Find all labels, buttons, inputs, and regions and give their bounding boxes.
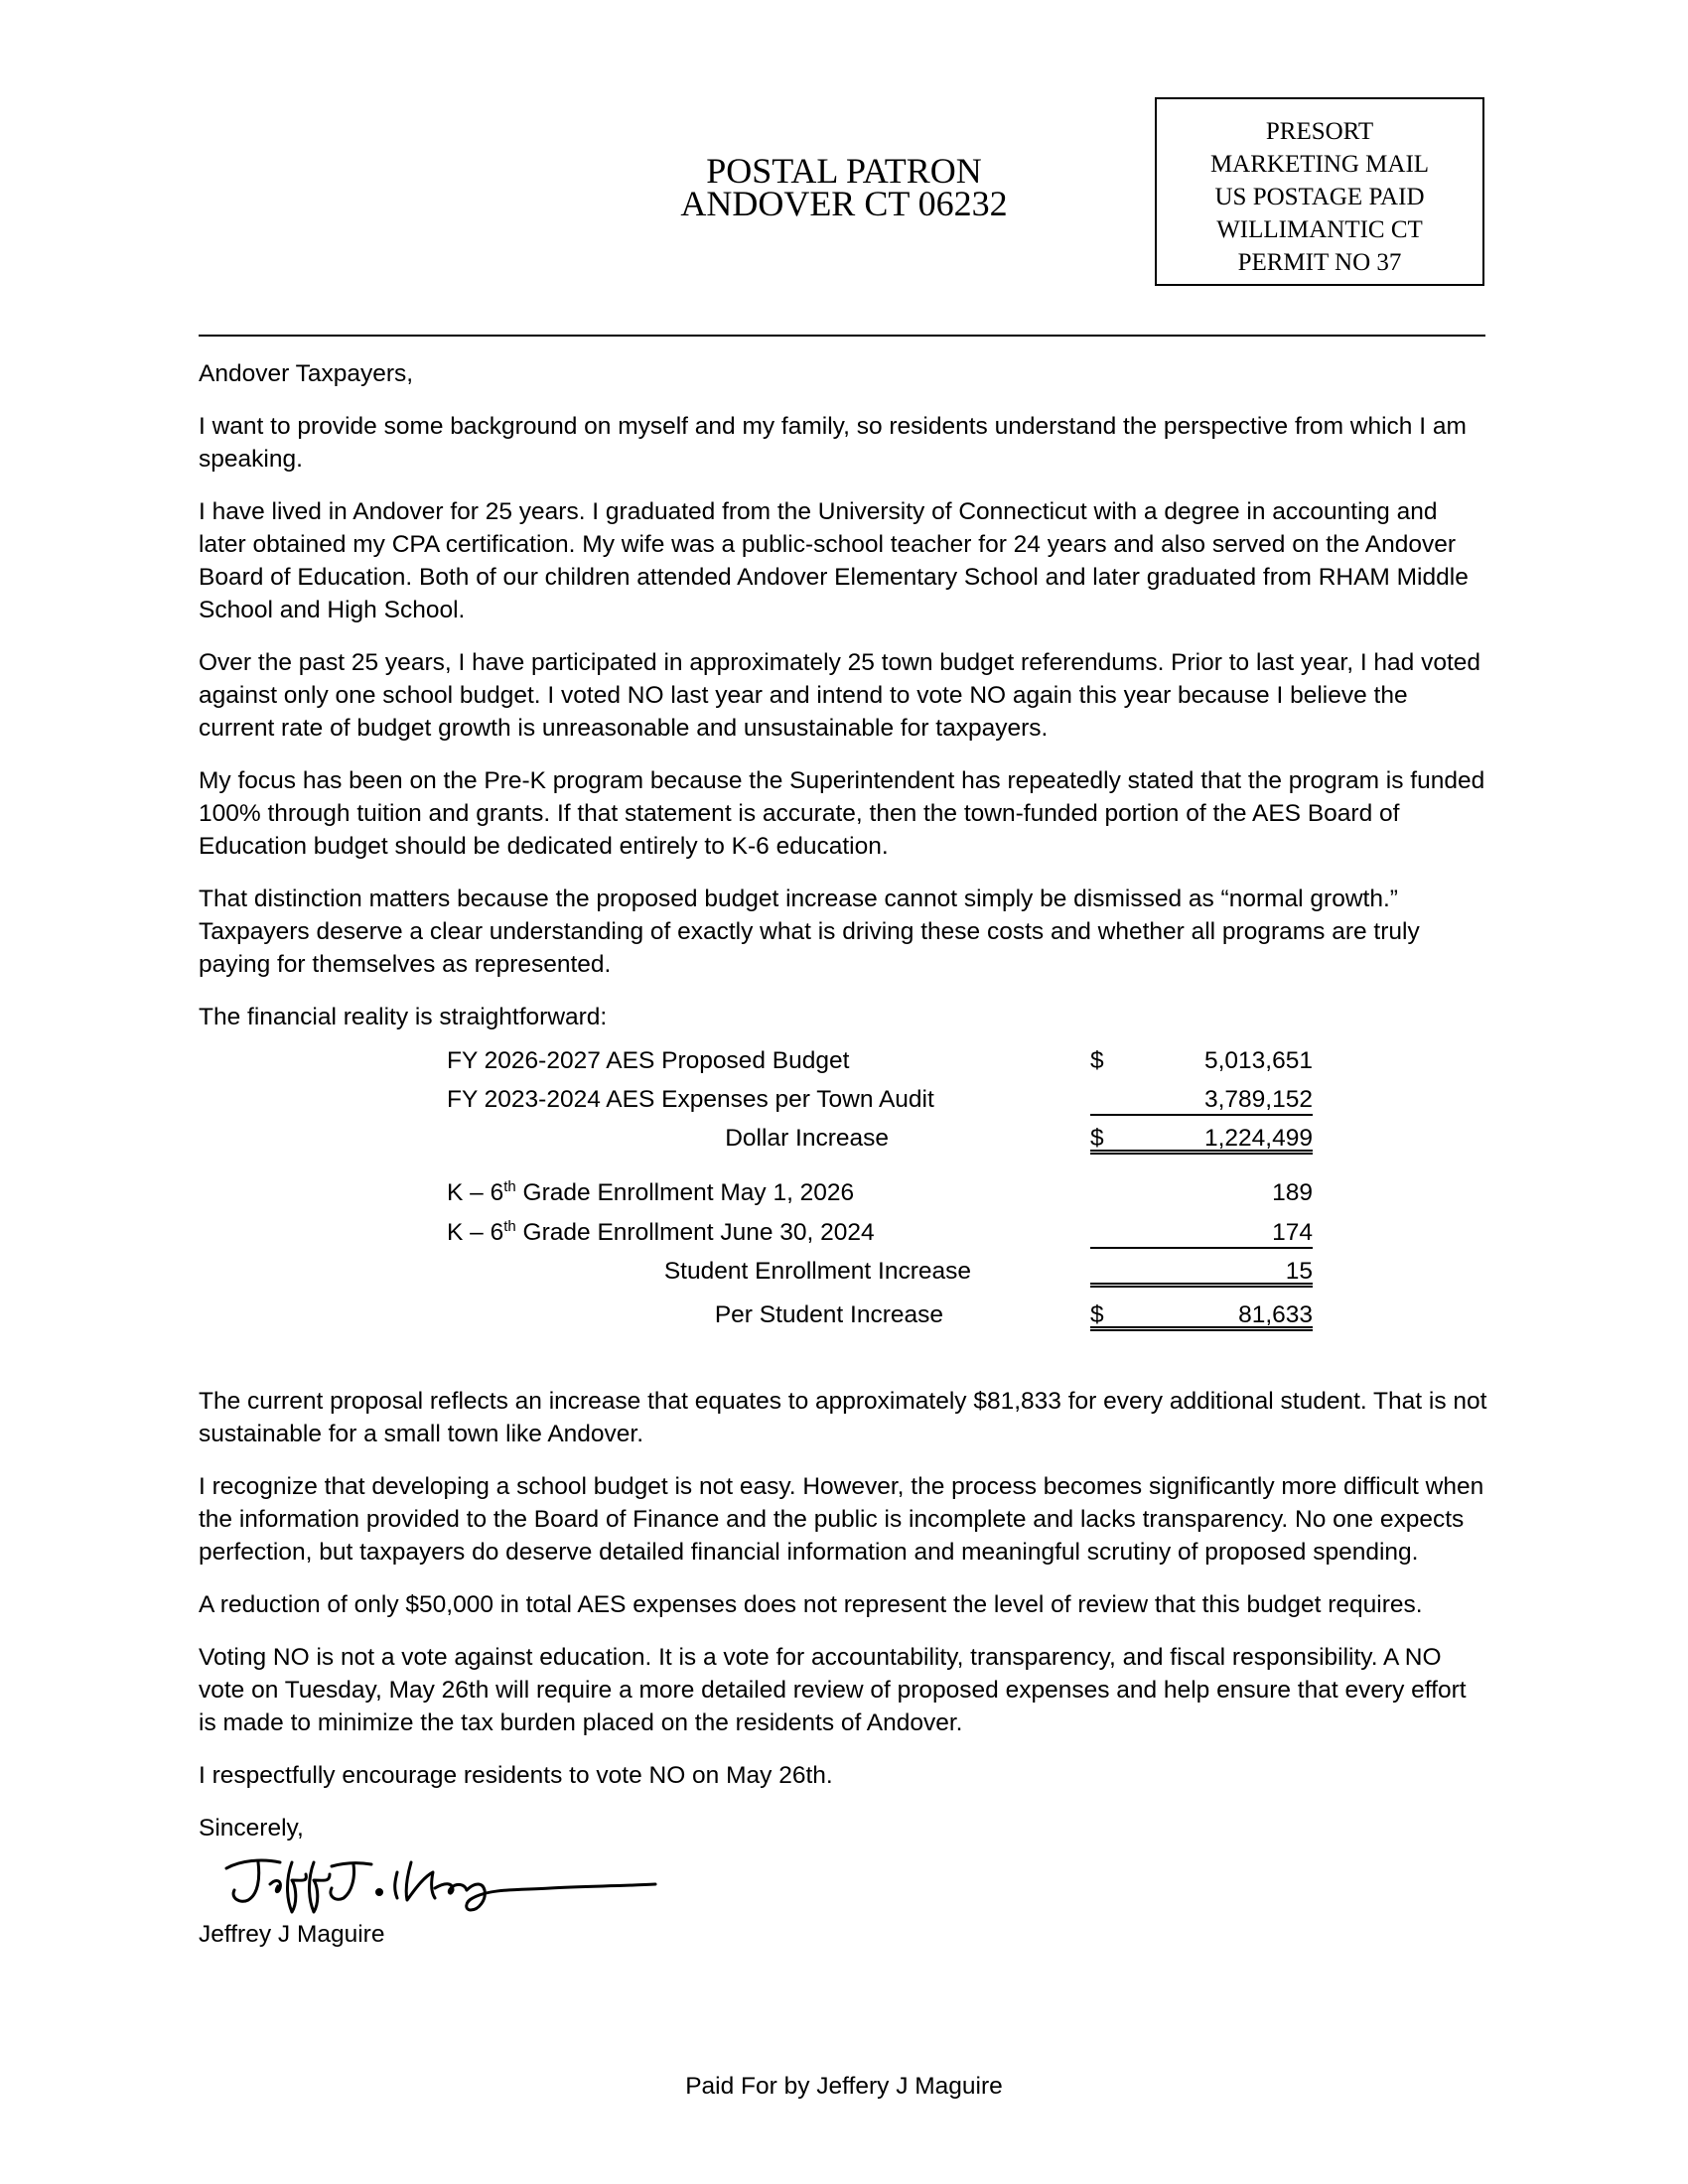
label-prefix: K – 6 [447,1219,504,1246]
row-label: FY 2026-2027 AES Proposed Budget [447,1047,850,1074]
paid-for-disclaimer: Paid For by Jeffery J Maguire [685,2073,1003,2100]
label-suffix: Grade Enrollment June 30, 2024 [515,1219,875,1246]
row-value-cell [1090,1215,1313,1249]
ordinal-suffix: th [503,1218,516,1235]
table-row [199,1082,1489,1118]
header-divider [199,335,1485,337]
table-row [199,1297,1489,1333]
addressee-line-1: POSTAL PATRON [706,151,982,191]
row-value-cell [1090,1254,1313,1288]
row-value-cell [1090,1121,1313,1155]
postage-line: US POSTAGE PAID [1214,184,1425,210]
currency-symbol: $ [1090,1301,1104,1328]
table-row [199,1254,1489,1290]
closing: Sincerely, [199,1815,304,1842]
row-value: 3,789,152 [1204,1086,1313,1113]
addressee-line-2: ANDOVER CT 06232 [680,184,1008,223]
paragraph: I have lived in Andover for 25 years. I graduated from the University of Connecticut with a degree in accounting and later obtained my CPA certification. My wife was a public-school teacher for 24 years and also served on the Andover Board of Education. Both of our children attended Andover Elementary School and later graduated from RHAM Middle School and High School. [199,498,1469,623]
ordinal-suffix: th [503,1178,516,1195]
postage-line: PERMIT NO 37 [1237,249,1402,276]
row-label: Per Student Increase [714,1301,943,1328]
currency-symbol: $ [1090,1047,1104,1074]
postage-indicia [1155,97,1484,286]
paragraph: Voting NO is not a vote against education. It is a vote for accountability, transparency, and fiscal responsibility. A NO vote on Tuesday, May 26th will require a more detailed review of proposed expenses and help ensure that every effort is made to minimize the tax burden placed on the residents of Andover. [199,1644,1467,1736]
paragraph: The current proposal reflects an increase that equates to approximately $81,833 for every additional student. That is not sustainable for a small town like Andover. [199,1388,1487,1447]
addressee-block [606,151,1082,223]
letter-body [199,357,1489,1971]
label-suffix: Grade Enrollment May 1, 2026 [515,1179,855,1206]
paragraph: Over the past 25 years, I have participated in approximately 25 town budget referendums. Prior to last year, I had voted against only one school budget. I voted NO last year and intend to vote NO again this year because I believe the current rate of budget growth is unreasonable and unsustainable for taxpayers. [199,649,1481,742]
signer-name: Jeffrey J Maguire [199,1921,385,1948]
row-value: 5,013,651 [1204,1047,1313,1074]
table-row [199,1121,1489,1157]
handwritten-signature [222,1848,659,1918]
row-label: Dollar Increase [725,1125,889,1152]
postage-line: WILLIMANTIC CT [1216,216,1423,243]
row-label [447,1175,854,1211]
row-value: 15 [1285,1258,1313,1285]
paragraph: I respectfully encourage residents to vote NO on May 26th. [199,1762,833,1789]
row-value: 174 [1272,1219,1313,1246]
postage-line: MARKETING MAIL [1209,151,1430,178]
paragraph: I want to provide some background on myself and my family, so residents understand the perspective from which I am speaking. [199,413,1467,473]
paragraph: A reduction of only $50,000 in total AES expenses does not represent the level of review that this budget requires. [199,1591,1423,1618]
table-row [199,1215,1489,1251]
paragraph: That distinction matters because the proposed budget increase cannot simply be dismissed as “normal growth.” Taxpayers deserve a clear understanding of exactly what is driving these costs and whether all programs are truly paying for themselves as represented. [199,886,1420,978]
row-value-cell [1090,1175,1313,1209]
paragraph: My focus has been on the Pre-K program because the Superintendent has repeatedly stated that the program is funded 100% through tuition and grants. If that statement is accurate, then the town-funded portion of the AES Board of Education budget should be dedicated entirely to K-6 education. [199,767,1485,860]
row-value: 81,633 [1238,1301,1313,1328]
financial-table [199,1043,1489,1341]
row-value-cell [1090,1043,1313,1077]
row-value-cell [1090,1297,1313,1331]
paragraph: The financial reality is straightforward: [199,1004,608,1030]
row-label: Student Enrollment Increase [663,1258,971,1285]
row-label [447,1215,875,1251]
row-value-cell [1090,1082,1313,1116]
postage-line: PRESORT [1265,118,1374,145]
row-value: 189 [1272,1179,1313,1206]
paragraph: I recognize that developing a school budget is not easy. However, the process becomes significantly more difficult when the information provided to the Board of Finance and the public is incomplete and lacks transparency. No one expects perfection, but taxpayers do deserve detailed financial information and meaningful scrutiny of proposed spending. [199,1473,1484,1566]
row-value: 1,224,499 [1204,1125,1313,1152]
label-prefix: K – 6 [447,1179,504,1206]
table-row [199,1175,1489,1211]
currency-symbol: $ [1090,1125,1104,1152]
salutation: Andover Taxpayers, [199,360,414,387]
row-label: FY 2023-2024 AES Expenses per Town Audit [447,1086,934,1113]
table-row [199,1043,1489,1079]
